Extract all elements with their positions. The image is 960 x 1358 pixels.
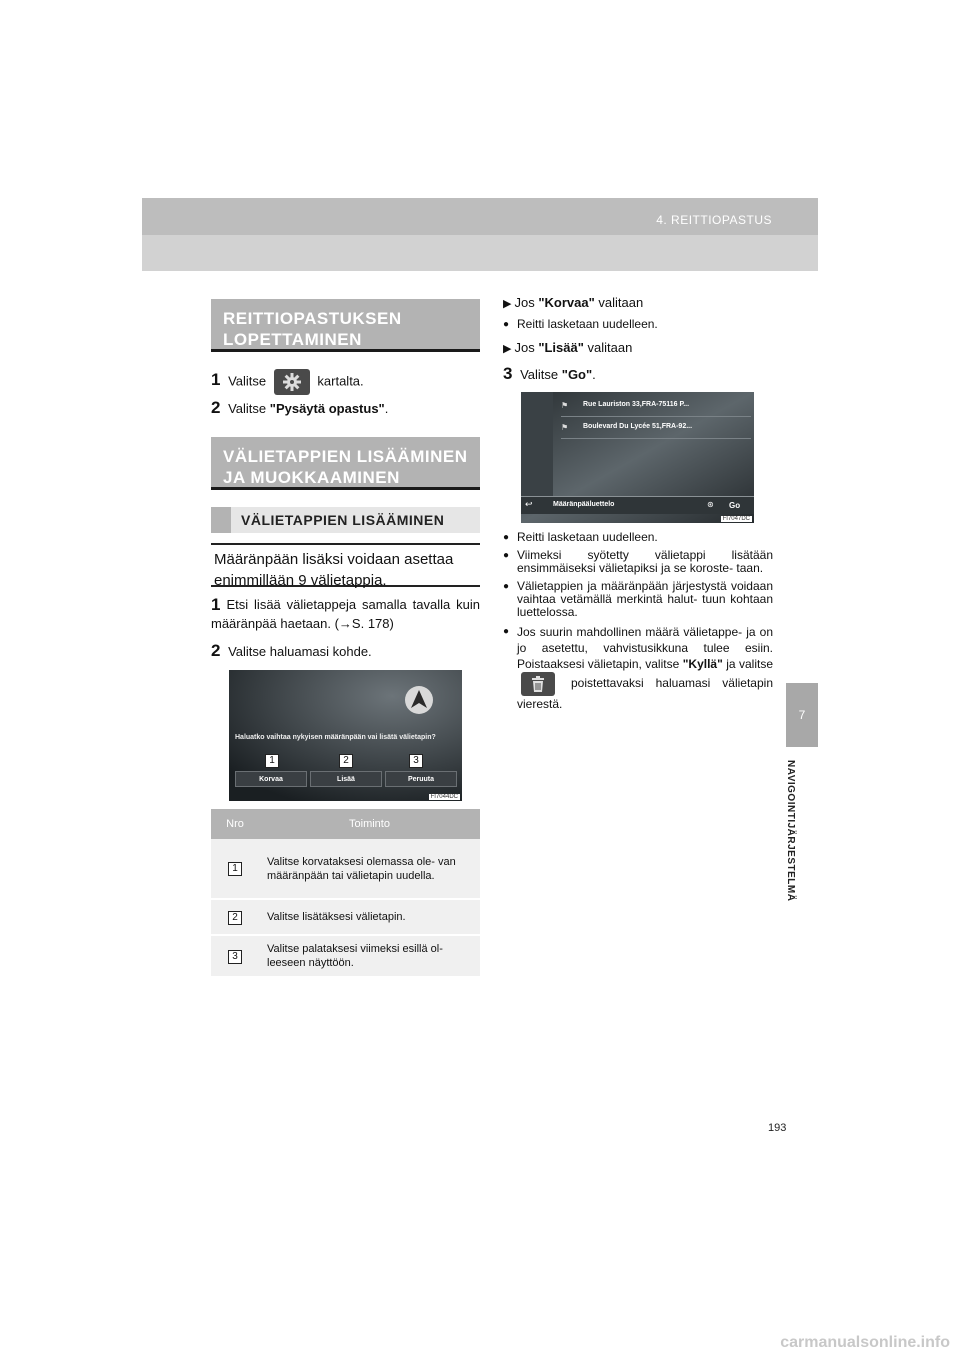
case-pre: Jos bbox=[514, 340, 535, 355]
bullet-item: ● Reitti lasketaan uudelleen. bbox=[503, 531, 773, 544]
info-note bbox=[211, 543, 480, 587]
bullet-item: ● Välietappien ja määränpään järjestystä voidaan vaihtaa vetämällä merkintä halut- tuun kohtaan luettelossa. bbox=[503, 580, 773, 619]
step-text-pre: Valitse bbox=[228, 373, 267, 389]
step-text-bold: "Go" bbox=[561, 367, 593, 382]
bullet-text-post: poistettavaksi haluamasi välietapin vierestä. bbox=[517, 676, 773, 711]
section-title-stop-guidance bbox=[211, 299, 480, 352]
step-number: 2 bbox=[211, 641, 221, 660]
cancel-button[interactable]: Peruuta bbox=[385, 771, 457, 787]
subsection-title-text: VÄLIETAPPIEN LISÄÄMINEN bbox=[241, 512, 445, 528]
bullet-text-bold: "Kyllä" bbox=[682, 657, 723, 671]
step-text: Valitse haluamasi kohde. bbox=[228, 644, 372, 659]
callout-3: 3 bbox=[409, 754, 423, 768]
case-bold: "Lisää" bbox=[538, 340, 584, 355]
table-row bbox=[211, 839, 480, 899]
page-number: 193 bbox=[768, 1122, 787, 1134]
chapter-header-bar bbox=[142, 198, 818, 235]
add-button[interactable]: Lisää bbox=[310, 771, 382, 787]
flag-icon: ⚑ bbox=[561, 423, 569, 432]
screenshot-replace-or-add bbox=[229, 670, 462, 801]
callout-2: 2 bbox=[339, 754, 353, 768]
case-pre: Jos bbox=[514, 295, 535, 310]
table-cell-number: 2 bbox=[211, 899, 259, 935]
trash-icon bbox=[521, 672, 555, 696]
settings-gear-icon bbox=[274, 369, 310, 395]
table-cell-text: Valitse palataksesi viimeksi esillä ol- leeseen näyttöön. bbox=[259, 935, 480, 977]
step-text-post: . bbox=[384, 401, 389, 416]
bottom-toolbar bbox=[521, 496, 754, 514]
section-title-text: VÄLIETAPPIEN LISÄÄMINEN JA MUOKKAAMINEN bbox=[223, 447, 468, 487]
screenshot-destination-list bbox=[521, 392, 754, 523]
step-text-pre: Valitse bbox=[228, 401, 267, 416]
case-add bbox=[503, 340, 773, 357]
side-label-text: NAVIGOINTIJÄRJESTELMÄ bbox=[785, 760, 796, 902]
case-bold: "Korvaa" bbox=[538, 295, 595, 310]
step-text-bold: "Pysäytä opastus" bbox=[269, 401, 385, 416]
step-search-waypoints bbox=[211, 595, 480, 633]
back-icon[interactable]: ↩ bbox=[525, 499, 533, 509]
table-row bbox=[211, 899, 480, 935]
chapter-title: 4. REITTIOPASTUS bbox=[656, 213, 772, 227]
table-header-function: Toiminto bbox=[259, 809, 480, 839]
destination-address: Boulevard Du Lycée 51,FRA-92... bbox=[583, 423, 693, 430]
step-select-go bbox=[503, 364, 773, 384]
go-icon: ⊛ bbox=[707, 500, 714, 509]
dialog-question: Haluatko vaihtaa nykyisen määränpään vai lisätä välietapin? bbox=[235, 734, 436, 741]
table-header-number: Nro bbox=[211, 809, 259, 839]
bullet-item: ● Viimeksi syötetty välietappi lisätään ensimmäiseksi välietapiksi ja se koroste- taan. bbox=[503, 549, 773, 575]
list-item[interactable] bbox=[561, 418, 751, 439]
destination-list-button[interactable]: Määränpääluettelo bbox=[553, 501, 615, 508]
chapter-tab: 7 bbox=[786, 683, 818, 747]
image-code: FI7044DC bbox=[430, 794, 458, 800]
step-text-post: . bbox=[592, 367, 596, 382]
step-text: Etsi lisää välietappeja samalla tavalla kuin määränpää haetaan. (→S. 178) bbox=[211, 597, 480, 631]
step-stop-guidance bbox=[211, 398, 480, 418]
table-cell-text: Valitse lisätäksesi välietapin. bbox=[259, 899, 480, 935]
bullet-text-part1: Jos suurin mahdollinen määrä välietappe- ja on jo asetettu, vahvistusikkuna tulee esiin. Poistaaksesi välietapin, valitse bbox=[517, 625, 773, 671]
section-title-text: REITTIOPASTUKSEN LOPETTAMINEN bbox=[223, 309, 402, 349]
step-number: 2 bbox=[211, 398, 221, 417]
replace-button[interactable]: Korvaa bbox=[235, 771, 307, 787]
arrow-right-icon: ▶ bbox=[503, 343, 512, 355]
table-row bbox=[211, 935, 480, 977]
function-table bbox=[211, 809, 480, 978]
step-text-pre: Valitse bbox=[520, 367, 559, 382]
list-item[interactable] bbox=[561, 396, 751, 417]
watermark-band bbox=[0, 1300, 960, 1358]
step-text-post: kartalta. bbox=[317, 373, 364, 389]
step-number: 1 bbox=[211, 595, 221, 614]
table-cell-number: 1 bbox=[211, 839, 259, 899]
table-header-row bbox=[211, 809, 480, 839]
case-post: valitaan bbox=[587, 340, 633, 355]
subsection-marker bbox=[211, 507, 231, 533]
bullet-item-delete bbox=[503, 624, 773, 712]
bullet-list bbox=[503, 531, 773, 712]
side-label bbox=[785, 760, 817, 930]
case-post: valitaan bbox=[598, 295, 644, 310]
bullet-recalculate: ● Reitti lasketaan uudelleen. bbox=[503, 318, 773, 331]
watermark-text: carmanualsonline.info bbox=[780, 1334, 950, 1351]
case-replace bbox=[503, 295, 773, 312]
step-number: 3 bbox=[503, 364, 513, 383]
info-note-text: Määränpään lisäksi voidaan asettaa enimmillään 9 välietappia. bbox=[214, 551, 454, 589]
step-select-icon bbox=[211, 369, 480, 395]
section-title-waypoints bbox=[211, 437, 480, 490]
go-button[interactable]: Go bbox=[729, 501, 741, 510]
table-cell-text: Valitse korvataksesi olemassa ole- van määränpään tai välietapin uudella. bbox=[259, 839, 480, 899]
arrow-right-icon: ▶ bbox=[503, 298, 512, 310]
chapter-header bbox=[142, 198, 818, 271]
table-cell-number: 3 bbox=[211, 935, 259, 977]
step-select-destination bbox=[211, 641, 480, 661]
bullet-text-mid: ja valitse bbox=[726, 657, 773, 671]
image-code: FI7047DC bbox=[722, 516, 750, 522]
callout-1: 1 bbox=[265, 754, 279, 768]
step-number: 1 bbox=[211, 370, 221, 390]
destination-address: Rue Lauriston 33,FRA-75116 P... bbox=[583, 401, 690, 408]
subsection-title bbox=[211, 507, 480, 533]
flag-icon: ⚑ bbox=[561, 401, 569, 410]
